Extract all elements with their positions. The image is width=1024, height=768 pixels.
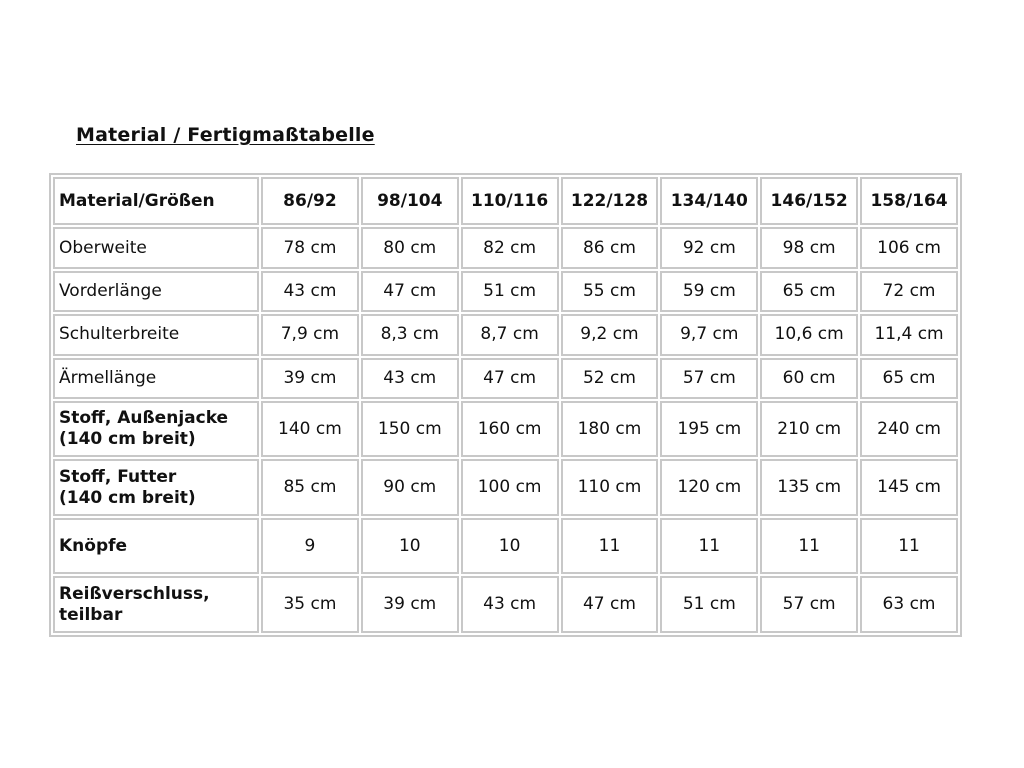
row-label: Oberweite: [53, 227, 259, 268]
table-cell: 100 cm: [461, 459, 559, 516]
table-cell: 9: [261, 518, 359, 575]
table-row: [53, 459, 958, 516]
table-cell: 11: [860, 518, 958, 575]
table-cell: 140 cm: [261, 401, 359, 458]
table-row: [53, 314, 958, 355]
table-cell: 47 cm: [361, 271, 459, 312]
row-label: Schulterbreite: [53, 314, 259, 355]
table-cell: 195 cm: [660, 401, 758, 458]
table-cell: 80 cm: [361, 227, 459, 268]
row-label: Vorderlänge: [53, 271, 259, 312]
row-label: [53, 459, 259, 516]
table-cell: 92 cm: [660, 227, 758, 268]
table-cell: 85 cm: [261, 459, 359, 516]
size-table-container: [49, 173, 962, 637]
table-cell: 51 cm: [461, 271, 559, 312]
table-cell: 135 cm: [760, 459, 858, 516]
table-cell: 11: [760, 518, 858, 575]
table-cell: 47 cm: [561, 576, 659, 633]
table-cell: 11: [561, 518, 659, 575]
table-row: [53, 576, 958, 633]
table-cell: 63 cm: [860, 576, 958, 633]
table-cell: 60 cm: [760, 358, 858, 399]
header-cell-size: 86/92: [261, 177, 359, 225]
table-cell: 110 cm: [561, 459, 659, 516]
table-cell: 8,7 cm: [461, 314, 559, 355]
header-cell-size: 158/164: [860, 177, 958, 225]
header-cell-material: Material/Größen: [53, 177, 259, 225]
table-cell: 8,3 cm: [361, 314, 459, 355]
row-label: Ärmellänge: [53, 358, 259, 399]
table-cell: 150 cm: [361, 401, 459, 458]
table-cell: 160 cm: [461, 401, 559, 458]
page-title: Material / Fertigmaßtabelle: [76, 124, 375, 146]
row-label-line: (140 cm breit): [59, 487, 196, 508]
table-cell: 9,2 cm: [561, 314, 659, 355]
table-cell: 240 cm: [860, 401, 958, 458]
row-label: [53, 401, 259, 458]
table-cell: 10: [461, 518, 559, 575]
table-cell: 43 cm: [361, 358, 459, 399]
table-cell: 51 cm: [660, 576, 758, 633]
table-cell: 72 cm: [860, 271, 958, 312]
table-cell: 86 cm: [561, 227, 659, 268]
header-cell-size: 146/152: [760, 177, 858, 225]
table-cell: 57 cm: [660, 358, 758, 399]
row-label: [53, 576, 259, 633]
table-cell: 65 cm: [860, 358, 958, 399]
table-row: [53, 358, 958, 399]
table-row: [53, 271, 958, 312]
table-cell: 57 cm: [760, 576, 858, 633]
row-label-line: teilbar: [59, 604, 123, 625]
table-cell: 11: [660, 518, 758, 575]
table-cell: 65 cm: [760, 271, 858, 312]
table-row: [53, 401, 958, 458]
table-cell: 145 cm: [860, 459, 958, 516]
table-cell: 55 cm: [561, 271, 659, 312]
header-cell-size: 122/128: [561, 177, 659, 225]
table-cell: 35 cm: [261, 576, 359, 633]
table-cell: 10: [361, 518, 459, 575]
header-cell-size: 134/140: [660, 177, 758, 225]
table-cell: 11,4 cm: [860, 314, 958, 355]
table-row: [53, 518, 958, 575]
table-cell: 7,9 cm: [261, 314, 359, 355]
table-cell: 82 cm: [461, 227, 559, 268]
table-header-row: [53, 177, 958, 225]
size-table: [51, 175, 960, 635]
table-cell: 78 cm: [261, 227, 359, 268]
row-label: Knöpfe: [53, 518, 259, 575]
table-cell: 90 cm: [361, 459, 459, 516]
table-cell: 43 cm: [261, 271, 359, 312]
header-cell-size: 110/116: [461, 177, 559, 225]
table-cell: 98 cm: [760, 227, 858, 268]
table-cell: 52 cm: [561, 358, 659, 399]
row-label-line: Reißverschluss,: [59, 583, 210, 604]
row-label-line: Stoff, Außenjacke: [59, 408, 229, 429]
table-cell: 59 cm: [660, 271, 758, 312]
table-cell: 9,7 cm: [660, 314, 758, 355]
table-row: [53, 227, 958, 268]
table-cell: 39 cm: [261, 358, 359, 399]
table-cell: 210 cm: [760, 401, 858, 458]
row-label-line: (140 cm breit): [59, 429, 196, 450]
table-cell: 180 cm: [561, 401, 659, 458]
header-cell-size: 98/104: [361, 177, 459, 225]
table-cell: 39 cm: [361, 576, 459, 633]
table-cell: 10,6 cm: [760, 314, 858, 355]
row-label-line: Stoff, Futter: [59, 466, 177, 487]
table-cell: 47 cm: [461, 358, 559, 399]
table-cell: 106 cm: [860, 227, 958, 268]
table-cell: 120 cm: [660, 459, 758, 516]
table-cell: 43 cm: [461, 576, 559, 633]
